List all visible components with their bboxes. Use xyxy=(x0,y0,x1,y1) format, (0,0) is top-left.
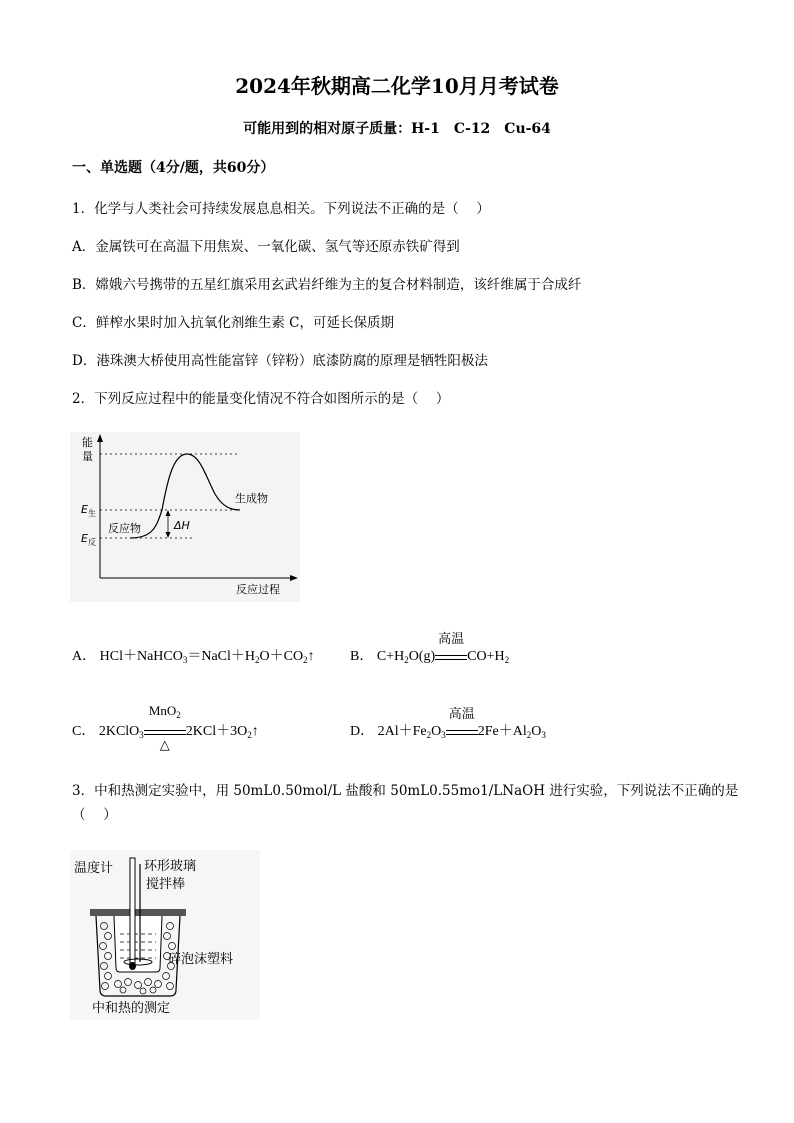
atomic-mass-line xyxy=(0,118,794,138)
q2-option-b: B． $C+H_2O(g)$ 高温 $CO+H_2$ xyxy=(350,631,510,665)
q2-b-condition: 高温 xyxy=(435,646,467,660)
energy-profile-diagram xyxy=(70,432,300,602)
e-product-label: $E_生$ xyxy=(81,503,96,518)
q1-option-d: D．港珠澳大桥使用高性能富锌（锌粉）底漆防腐的原理是牺牲阳极法 xyxy=(72,353,488,369)
thermometer-bulb xyxy=(129,962,136,970)
q2-option-c: C． 2KClO$_3$ MnO$_2$ △ $2KCl+3O_2↑$ xyxy=(72,703,259,752)
q3-stem-line-1: 3．中和热测定实验中，用 50mL0.50mol/L 盐酸和 50mL0.55mo1/LNaOH 进行实验，下列说法不正确的是 xyxy=(72,783,739,799)
e-reactant-label: $E_反$ xyxy=(81,532,96,547)
mass-h: H-1 xyxy=(411,121,440,137)
thermometer xyxy=(130,858,135,966)
foam-label: 碎泡沫塑料 xyxy=(168,952,234,967)
calorimeter-figure xyxy=(70,850,260,1020)
y-label-1: 能 xyxy=(82,436,93,449)
q3-stem-line-2: （ ） xyxy=(72,807,117,823)
q2-option-d: D． $2Al+Fe_2O_3$ 高温 $2Fe+Al_2O_3$ xyxy=(350,706,546,740)
calorimeter-lid xyxy=(90,909,186,916)
delta-h-label: ΔH xyxy=(174,519,190,532)
q1-option-c: C．鲜榨水果时加入抗氧化剂维生素 C，可延长保质期 xyxy=(72,315,394,331)
q2-option-a: A． $HCl+NaHCO_3=NaCl+H_2O+CO_2↑$ xyxy=(72,649,315,665)
q2-c-condition: MnO$_2$ △ xyxy=(144,721,186,735)
y-label-2: 量 xyxy=(82,450,93,463)
q1-option-a: A．金属铁可在高温下用焦炭、一氧化碳、氢气等还原赤铁矿得到 xyxy=(72,239,460,255)
stirrer-label-1: 环形玻璃 xyxy=(144,859,197,874)
figure-caption: 中和热的测定 xyxy=(92,1001,171,1016)
q2-d-condition: 高温 xyxy=(446,721,478,735)
page-title: 2024年秋期高二化学10月月考试卷 xyxy=(235,74,559,98)
diagram-background xyxy=(70,432,300,602)
mass-cu: Cu-64 xyxy=(504,121,551,137)
mass-c: C-12 xyxy=(453,121,491,137)
x-axis-label: 反应过程 xyxy=(236,583,280,596)
reactant-label: 反应物 xyxy=(108,522,141,535)
q1-stem: 1．化学与人类社会可持续发展息息相关。下列说法不正确的是（ ） xyxy=(72,201,490,217)
inner-beaker xyxy=(114,916,162,972)
atomic-mass-label: 可能用到的相对原子质量： xyxy=(243,121,412,137)
thermometer-label: 温度计 xyxy=(74,861,114,876)
section-heading-single-choice: 一、单选题（4分/题，共60分） xyxy=(72,160,275,176)
product-label: 生成物 xyxy=(235,492,268,505)
q2-stem: 2．下列反应过程中的能量变化情况不符合如图所示的是（ ） xyxy=(72,391,450,407)
stirrer-label-2: 搅拌棒 xyxy=(146,877,186,892)
q1-option-b: B．嫦娥六号携带的五星红旗采用玄武岩纤维为主的复合材料制造，该纤维属于合成纤 xyxy=(72,277,582,293)
